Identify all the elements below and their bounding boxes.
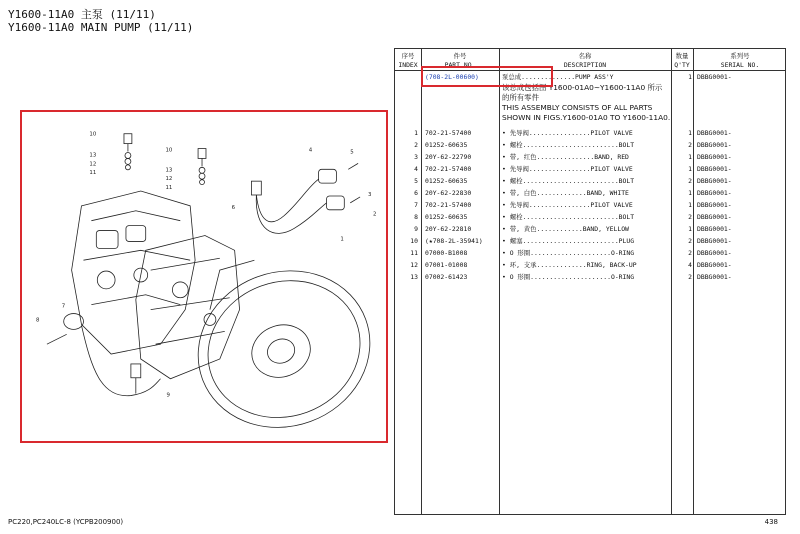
callout-3: 3: [368, 191, 372, 198]
row-part-no: 07001-01008: [425, 261, 468, 269]
callout-11b: 11: [165, 185, 173, 192]
table-row: [395, 151, 785, 163]
row-desc: • 环, 支承.............RING, BACK-UP: [502, 261, 637, 269]
row-part-no: 01252-60635: [425, 141, 468, 149]
row-index: 6: [414, 189, 418, 197]
table-row: [395, 271, 785, 283]
row-part-no: 01252-60635: [425, 213, 468, 221]
assembly-serial: DBBG0001-: [697, 73, 732, 81]
header-qty-en: Q'TY: [674, 61, 690, 69]
callout-12: 12: [89, 161, 97, 168]
page-title-cn: Y1600-11A0 主泵 (11/11): [8, 8, 156, 21]
row-qty: 2: [688, 177, 692, 185]
header-part-en: PART NO.: [444, 61, 476, 69]
table-row: [395, 199, 785, 211]
assembly-note-1: 该总成包括图 Y1600-01A0~Y1600-11A0 所示: [502, 83, 663, 92]
row-desc: • 带, 黄色............BAND, YELLOW: [502, 225, 629, 233]
row-serial: DBBG0001-: [697, 129, 732, 137]
row-desc: • 先导阀................PILOT VALVE: [502, 201, 633, 209]
row-serial: DBBG0001-: [697, 177, 732, 185]
table-row: [395, 223, 785, 235]
assembly-note-4: SHOWN IN FIGS.Y1600-01A0 TO Y1600-11A0.: [502, 113, 671, 122]
table-row: [395, 247, 785, 259]
header-index-en: INDEX: [398, 61, 418, 69]
row-desc: • 螺栓.........................BOLT: [502, 177, 635, 185]
callout-9: 9: [166, 392, 170, 399]
header-serial-en: SERIAL NO.: [720, 61, 760, 69]
callout-6: 6: [231, 204, 236, 211]
row-serial: DBBG0001-: [697, 237, 732, 245]
row-index: 7: [414, 201, 418, 209]
row-index: 10: [410, 237, 418, 245]
callout-11: 11: [89, 170, 97, 177]
row-index: 12: [410, 261, 418, 269]
row-desc: • 螺栓.........................BOLT: [502, 141, 635, 149]
row-part-no: 20Y-62-22810: [425, 225, 472, 233]
callout-8: 8: [36, 317, 40, 324]
row-index: 9: [414, 225, 418, 233]
row-desc: • O 形圈.....................O-RING: [502, 273, 635, 281]
callout-10: 10: [89, 131, 97, 138]
row-qty: 2: [688, 273, 692, 281]
row-serial: DBBG0001-: [697, 141, 732, 149]
row-serial: DBBG0001-: [697, 213, 732, 221]
table-row: [395, 187, 785, 199]
row-part-no: 702-21-57400: [425, 165, 472, 173]
row-desc: • 螺栓.........................BOLT: [502, 213, 635, 221]
row-serial: DBBG0001-: [697, 249, 732, 257]
callout-7: 7: [61, 303, 66, 310]
row-desc: • 带, 红色...............BAND, RED: [502, 153, 629, 161]
table-row: [395, 175, 785, 187]
row-desc: • 先导阀................PILOT VALVE: [502, 129, 633, 137]
pump-drawing: [22, 112, 386, 441]
row-qty: 1: [688, 129, 692, 137]
row-serial: DBBG0001-: [697, 153, 732, 161]
row-desc: • O 形圈.....................O-RING: [502, 249, 635, 257]
row-qty: 1: [688, 165, 692, 173]
callout-1: 1: [340, 236, 344, 243]
row-part-no: 20Y-62-22830: [425, 189, 472, 197]
row-qty: 1: [688, 225, 692, 233]
header-desc-cn: 名称: [578, 52, 592, 60]
table-row: [395, 139, 785, 151]
row-part-no: (★708-2L-35941): [425, 237, 483, 245]
row-index: 11: [410, 249, 418, 257]
header-part-cn: 件号: [453, 52, 467, 60]
row-index: 8: [414, 213, 418, 221]
row-serial: DBBG0001-: [697, 273, 732, 281]
row-desc: • 螺塞.........................PLUG: [502, 237, 635, 245]
assembly-desc: 泵总成..............PUMP ASS'Y: [502, 73, 614, 81]
row-serial: DBBG0001-: [697, 165, 732, 173]
page-title-en: Y1600-11A0 MAIN PUMP (11/11): [8, 21, 194, 34]
assembly-note-2: 的所有零件: [502, 93, 539, 102]
row-index: 3: [414, 153, 418, 161]
row-part-no: 07000-B1008: [425, 249, 468, 257]
table-row: [395, 259, 785, 271]
row-serial: DBBG0001-: [697, 261, 732, 269]
footer-page: 438: [764, 518, 778, 526]
highlight-box: [421, 66, 553, 87]
row-part-no: 702-21-57400: [425, 129, 472, 137]
row-desc: • 先导阀................PILOT VALVE: [502, 165, 633, 173]
row-qty: 1: [688, 201, 692, 209]
assembly-qty: 1: [688, 73, 692, 81]
callout-12b: 12: [165, 176, 173, 183]
row-qty: 1: [688, 153, 692, 161]
row-qty: 2: [688, 141, 692, 149]
header-qty-cn: 数量: [675, 52, 689, 60]
row-part-no: 702-21-57400: [425, 201, 472, 209]
parts-table: [394, 48, 786, 515]
row-qty: 2: [688, 249, 692, 257]
assembly-part-no: (708-2L-00600): [425, 73, 479, 81]
row-index: 2: [414, 141, 418, 149]
row-serial: DBBG0001-: [697, 225, 732, 233]
row-part-no: 20Y-62-22790: [425, 153, 472, 161]
row-qty: 2: [688, 213, 692, 221]
callout-10b: 10: [165, 147, 173, 154]
row-serial: DBBG0001-: [697, 189, 732, 197]
row-index: 1: [414, 129, 418, 137]
table-row: [395, 163, 785, 175]
assembly-note-3: THIS ASSEMBLY CONSISTS OF ALL PARTS: [502, 103, 653, 112]
footer-model: PC220,PC240LC-8 (YCPB200900): [8, 518, 124, 526]
callout-13b: 13: [165, 167, 173, 174]
header-serial-cn: 系列号: [730, 52, 750, 60]
row-serial: DBBG0001-: [697, 201, 732, 209]
row-index: 5: [414, 177, 418, 185]
callout-5: 5: [350, 149, 354, 156]
row-qty: 1: [688, 189, 692, 197]
row-index: 4: [414, 165, 418, 173]
row-qty: 2: [688, 237, 692, 245]
callout-2: 2: [372, 211, 377, 218]
table-row: [395, 235, 785, 247]
header-desc-en: DESCRIPTION: [563, 61, 607, 69]
row-part-no: 01252-60635: [425, 177, 468, 185]
table-row: [395, 211, 785, 223]
row-part-no: 07002-61423: [425, 273, 468, 281]
table-row: [395, 127, 785, 139]
callout-4: 4: [308, 147, 313, 154]
callout-13: 13: [89, 152, 97, 159]
pump-exploded-illustration: [20, 110, 388, 443]
row-desc: • 带, 白色.............BAND, WHITE: [502, 189, 629, 197]
header-index-cn: 序号: [401, 52, 415, 60]
row-qty: 4: [688, 261, 692, 269]
row-index: 13: [410, 273, 418, 281]
